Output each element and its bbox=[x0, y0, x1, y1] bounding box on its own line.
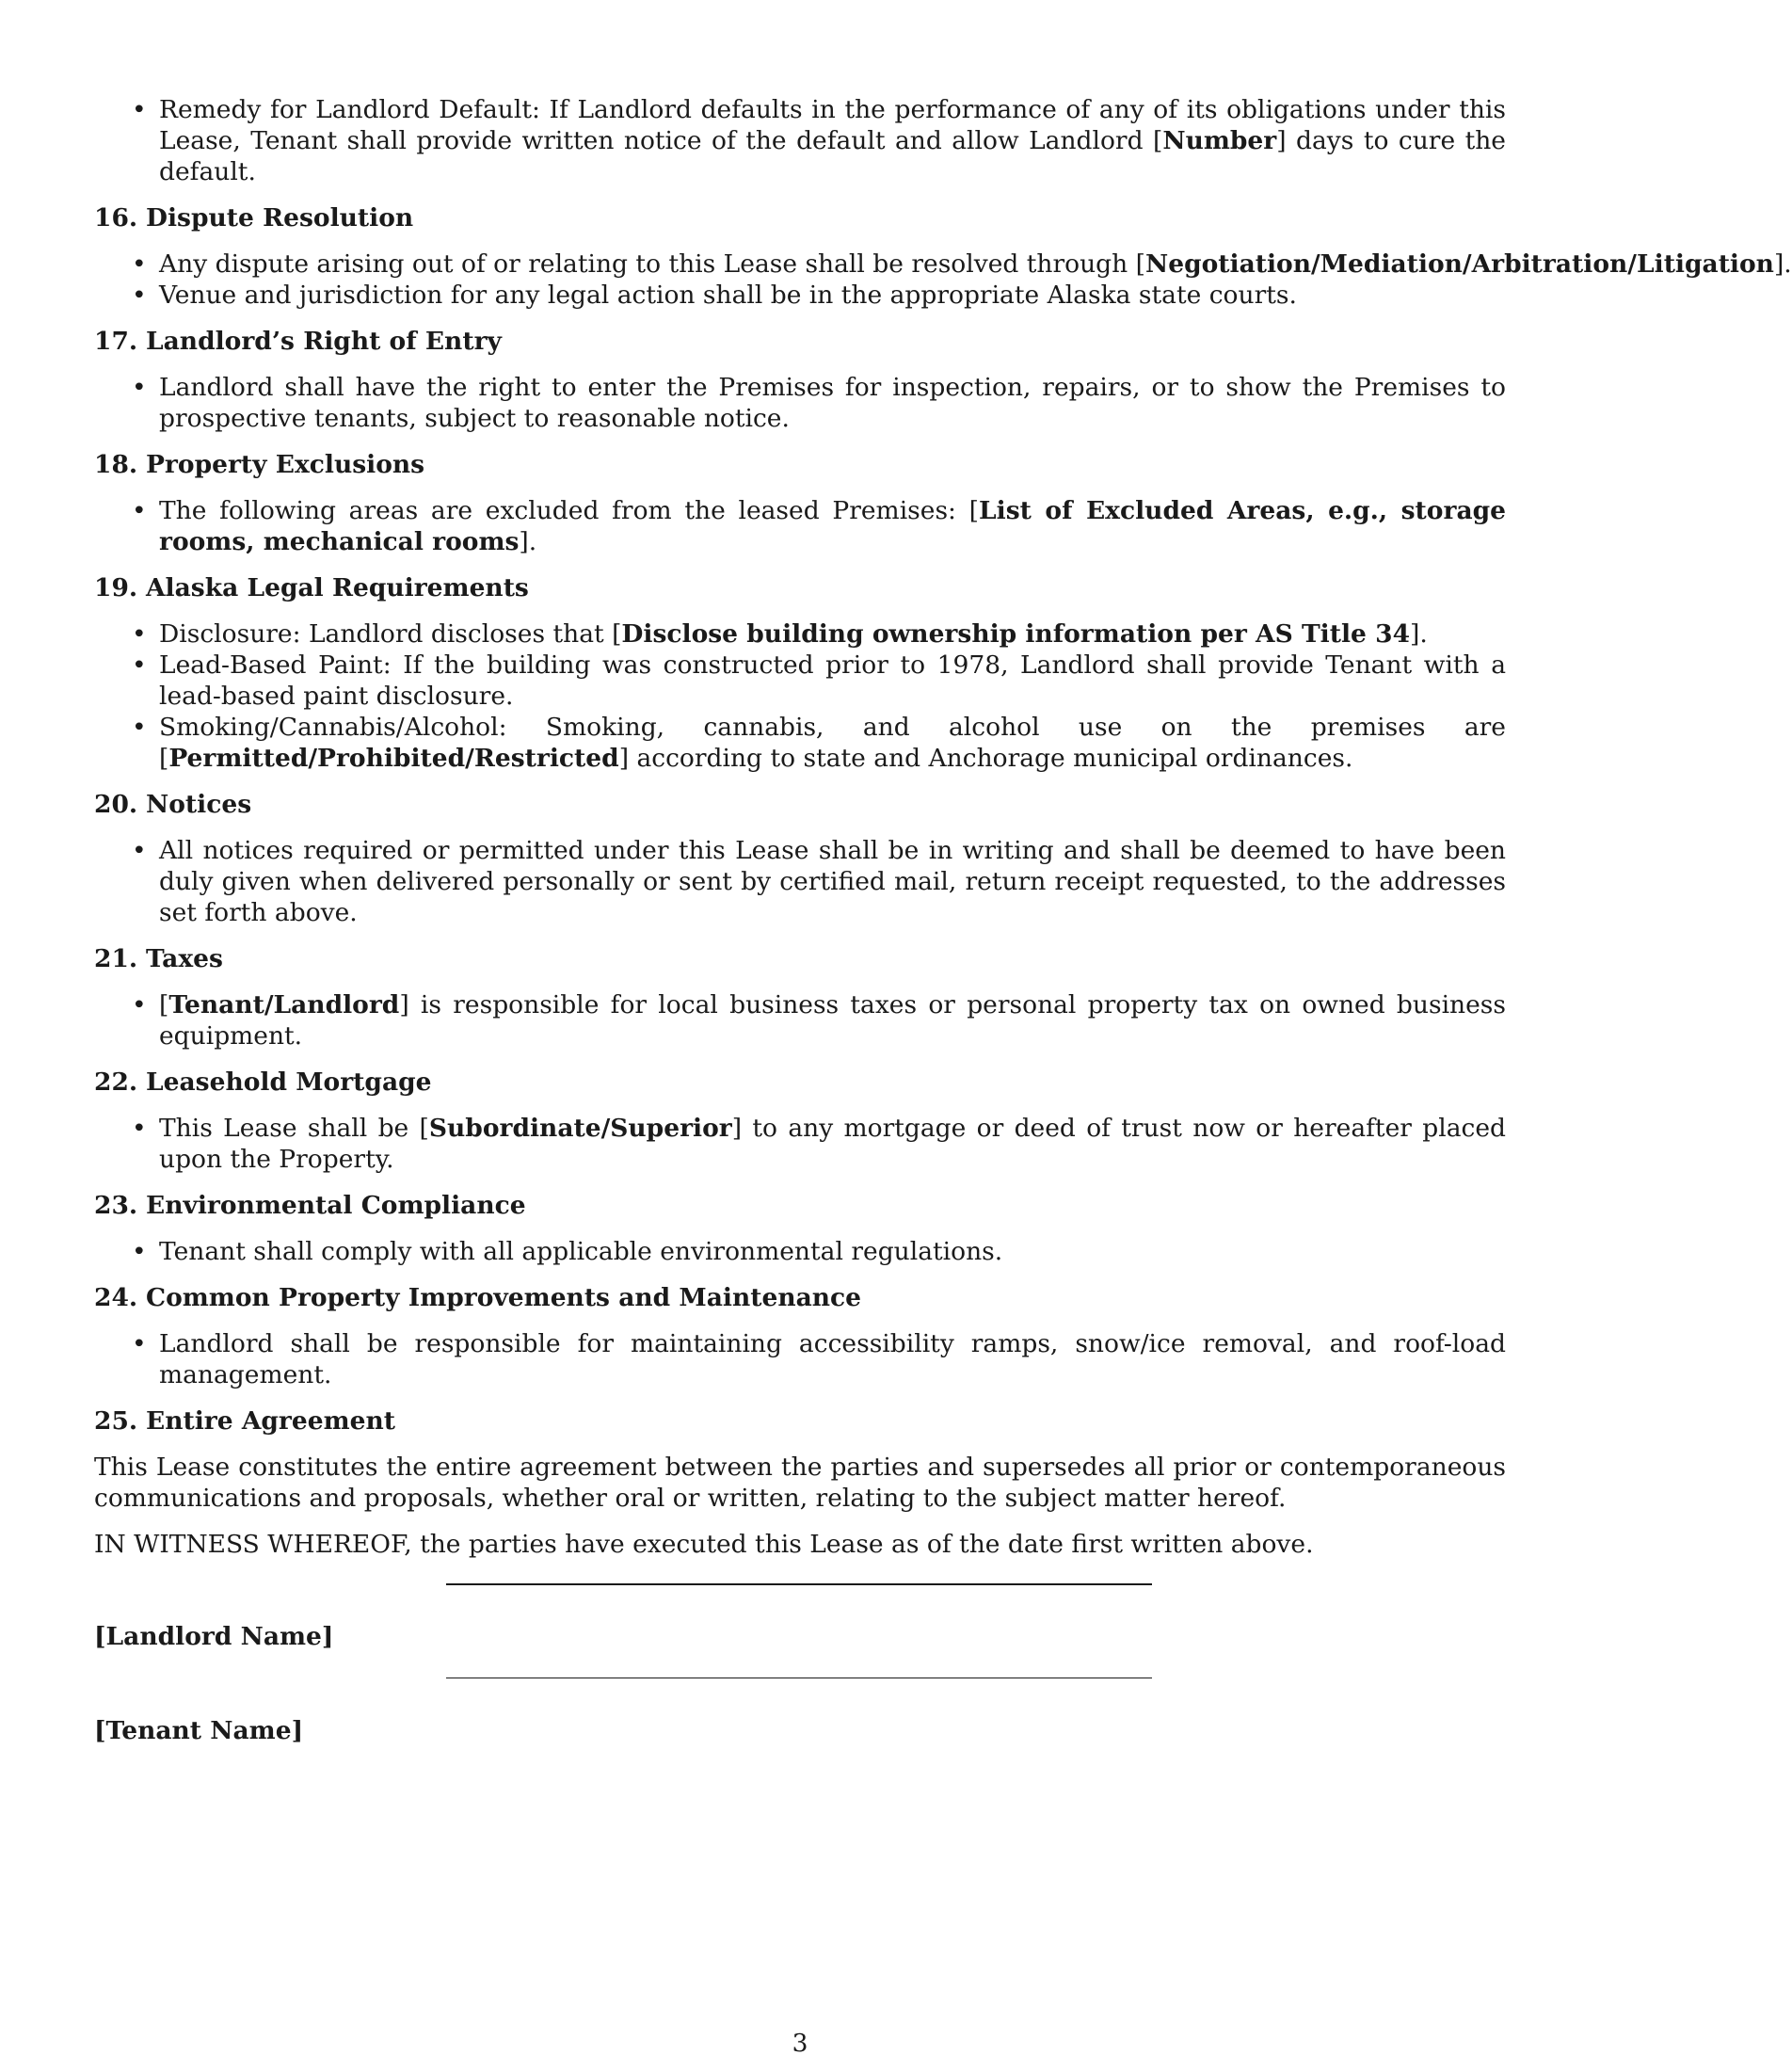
section-number: 21. bbox=[94, 944, 138, 973]
landlord-name-label: [Landlord Name] bbox=[94, 1622, 334, 1651]
section-heading bbox=[94, 1067, 1506, 1098]
section-title: Alaska Legal Requirements bbox=[146, 573, 529, 602]
section-20-list bbox=[94, 835, 1506, 928]
section-title: Environmental Compliance bbox=[146, 1191, 526, 1220]
section-number: 25. bbox=[94, 1406, 138, 1436]
section-number: 23. bbox=[94, 1191, 138, 1220]
section-number: 20. bbox=[94, 790, 138, 819]
section-title: Landlord’s Right of Entry bbox=[146, 327, 502, 356]
section-24-list bbox=[94, 1328, 1506, 1390]
section-number: 18. bbox=[94, 450, 138, 479]
section-heading bbox=[94, 1405, 1506, 1437]
lease-page bbox=[94, 94, 1792, 1772]
list-item: • Venue and jurisdiction for any legal action shall be in the appropriate Alaska state courts. bbox=[94, 280, 1506, 311]
section-number: 19. bbox=[94, 573, 138, 602]
list-item: • Lead-Based Paint: If the building was constructed prior to 1978, Landlord shall provide Tenant with a lead-based paint disclosure. bbox=[94, 650, 1506, 712]
landlord-signature-block bbox=[94, 1583, 1506, 1678]
section-number: 24. bbox=[94, 1283, 138, 1312]
entire-agreement-paragraph: This Lease constitutes the entire agreement between the parties and supersedes all prior or contemporaneous communications and proposals, whether oral or written, relating to the subject matter hereof. bbox=[94, 1453, 1506, 1513]
tenant-signature-block bbox=[94, 1678, 1506, 1772]
list-item: • Landlord shall be responsible for maintaining accessibility ramps, snow/ice removal, and roof-load management. bbox=[94, 1328, 1506, 1390]
list-item: • Smoking/Cannabis/Alcohol: Smoking, cannabis, and alcohol use on the premises are [Permitted/Prohibited/Restricted] according to state and Anchorage municipal ordinances. bbox=[94, 712, 1506, 774]
section-18-list bbox=[94, 495, 1506, 557]
section-15-list bbox=[94, 94, 1506, 187]
list-item: • Disclosure: Landlord discloses that [Disclose building ownership information per AS Title 34]. bbox=[94, 618, 1506, 650]
section-17-list bbox=[94, 372, 1506, 434]
section-heading bbox=[94, 326, 1506, 357]
list-item: • Tenant shall comply with all applicable environmental regulations. bbox=[94, 1236, 1506, 1267]
list-item: • [Tenant/Landlord] is responsible for local business taxes or personal property tax on owned business equipment. bbox=[94, 989, 1506, 1052]
section-heading bbox=[94, 202, 1506, 233]
section-title: Notices bbox=[146, 790, 252, 819]
section-16-list bbox=[94, 249, 1792, 311]
list-item: • The following areas are excluded from the leased Premises: [List of Excluded Areas, e.g., storage rooms, mechanical rooms]. bbox=[94, 495, 1506, 557]
section-title: Common Property Improvements and Maintenance bbox=[146, 1283, 862, 1312]
section-number: 22. bbox=[94, 1068, 138, 1097]
list-item: • Remedy for Landlord Default: If Landlord defaults in the performance of any of its obligations under this Lease, Tenant shall provide written notice of the default and allow Landlord [Number] days to cure the default. bbox=[94, 94, 1506, 187]
witness-paragraph: IN WITNESS WHEREOF, the parties have executed this Lease as of the date first written above. bbox=[94, 1530, 1314, 1559]
section-title: Property Exclusions bbox=[146, 450, 425, 479]
list-item: • Any dispute arising out of or relating to this Lease shall be resolved through [Negotiation/Mediation/Arbitration/Litigation]. bbox=[94, 249, 1506, 280]
section-heading bbox=[94, 1282, 1506, 1313]
tenant-name-label: [Tenant Name] bbox=[94, 1716, 304, 1745]
section-23-list bbox=[94, 1236, 1506, 1267]
section-title: Taxes bbox=[146, 944, 223, 973]
section-heading bbox=[94, 572, 1506, 603]
section-number: 16. bbox=[94, 203, 138, 233]
section-heading bbox=[94, 943, 1506, 974]
section-number: 17. bbox=[94, 327, 138, 356]
section-title: Leasehold Mortgage bbox=[146, 1068, 432, 1097]
section-title: Dispute Resolution bbox=[146, 203, 414, 233]
section-19-list bbox=[94, 618, 1506, 774]
section-22-list bbox=[94, 1113, 1506, 1175]
section-21-list bbox=[94, 989, 1506, 1052]
landlord-signature-line[interactable] bbox=[446, 1583, 1152, 1585]
page-number: 3 bbox=[792, 2029, 808, 2058]
section-heading bbox=[94, 449, 1506, 480]
list-item: • Landlord shall have the right to enter the Premises for inspection, repairs, or to show the Premises to prospective tenants, subject to reasonable notice. bbox=[94, 372, 1506, 434]
list-item: • All notices required or permitted under this Lease shall be in writing and shall be deemed to have been duly given when delivered personally or sent by certified mail, return receipt requested, to the addresses set forth above. bbox=[94, 835, 1506, 928]
section-heading bbox=[94, 789, 1506, 820]
list-item: • This Lease shall be [Subordinate/Superior] to any mortgage or deed of trust now or hereafter placed upon the Property. bbox=[94, 1113, 1506, 1175]
section-title: Entire Agreement bbox=[146, 1406, 395, 1436]
section-heading bbox=[94, 1190, 1506, 1221]
